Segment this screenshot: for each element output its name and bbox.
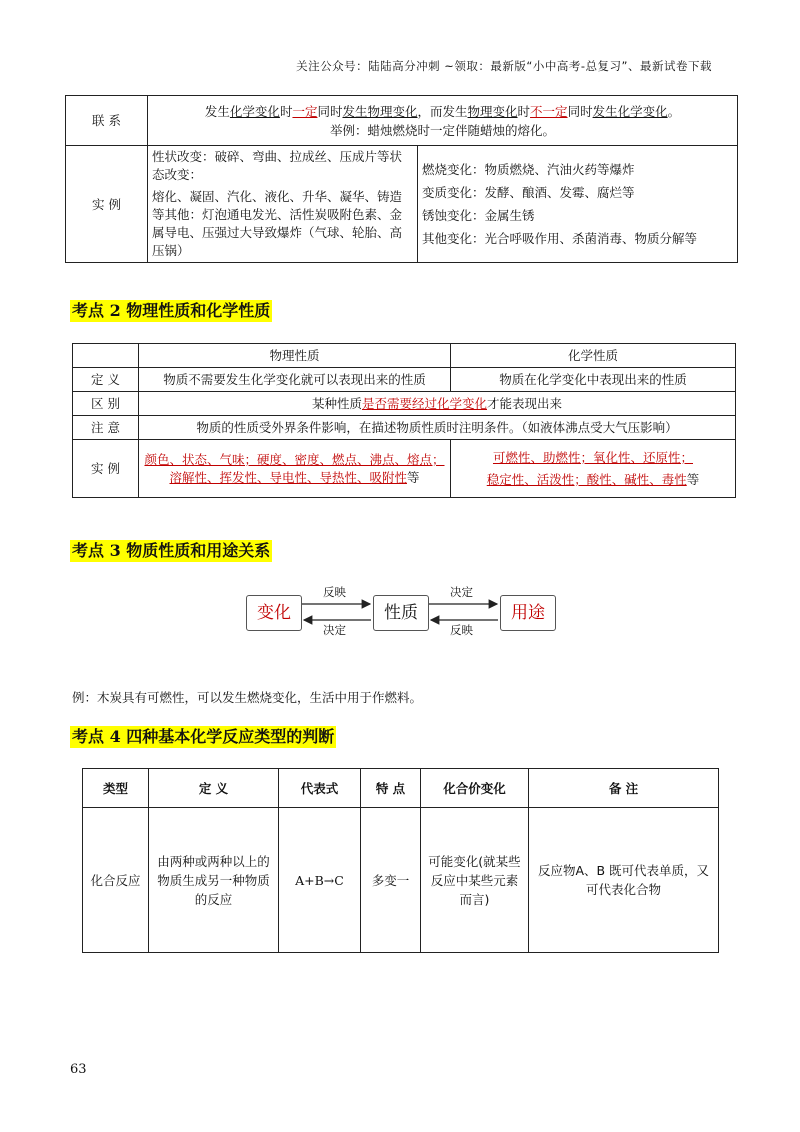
ex-label: 实 例	[73, 440, 139, 498]
header-type: 类型	[83, 769, 149, 808]
cell-remark: 反应物A、B 既可代表单质，又可代表化合物	[529, 808, 719, 953]
diff-text: 某种性质是否需要经过化学变化才能表现出来	[139, 392, 736, 416]
chemical-example-item: 其他变化：光合呼吸作用、杀菌消毒、物质分解等	[422, 231, 698, 246]
page-number: 63	[70, 1062, 87, 1077]
def-label: 定 义	[73, 368, 139, 392]
relation-label: 联 系	[66, 96, 148, 146]
section3-title: 考点 3 物质性质和用途关系	[72, 541, 271, 560]
cell-type: 化合反应	[83, 808, 149, 953]
cell-definition: 由两种或两种以上的物质生成另一种物质的反应	[149, 808, 279, 953]
note-label: 注 意	[73, 416, 139, 440]
examples-label: 实 例	[66, 146, 148, 263]
ex-chemical-line2: 稳定性、活泼性；酸性、碱性、毒性等	[486, 471, 700, 487]
col-physical: 物理性质	[139, 344, 451, 368]
box-change: 变化	[246, 595, 302, 631]
reaction-types-table	[82, 768, 719, 953]
relation-example: 举例：蜡烛燃烧时一定伴随蜡烛的熔化。	[330, 122, 556, 138]
label-right-bottom: 反映	[450, 623, 473, 637]
relation-text: 发生化学变化时一定同时发生物理变化，而发生物理变化时不一定同时发生化学变化。	[204, 103, 681, 119]
def-physical: 物质不需要发生化学变化就可以表现出来的性质	[139, 368, 451, 392]
header-feature: 特 点	[361, 769, 421, 808]
label-left-top: 反映	[323, 585, 346, 599]
header-remark: 备 注	[529, 769, 719, 808]
label-right-top: 决定	[450, 585, 473, 599]
note-text: 物质的性质受外界条件影响，在描述物质性质时注明条件。（如液体沸点受大气压影响）	[139, 416, 736, 440]
chemical-example-item: 锈蚀变化：金属生锈	[422, 208, 535, 223]
section2-title: 考点 2 物理性质和化学性质	[72, 301, 271, 320]
cell-formula: A+B→C	[279, 808, 361, 953]
def-chemical: 物质在化学变化中表现出来的性质	[451, 368, 736, 392]
col-chemical: 化学性质	[451, 344, 736, 368]
physical-examples-1: 性状改变：破碎、弯曲、拉成丝、压成片等状态改变：	[152, 149, 403, 182]
box-use: 用途	[500, 595, 556, 631]
section4-title: 考点 4 四种基本化学反应类型的判断	[72, 727, 335, 746]
header-formula: 代表式	[279, 769, 361, 808]
label-left-bottom: 决定	[323, 623, 346, 637]
cell-feature: 多变一	[361, 808, 421, 953]
box-property: 性质	[373, 595, 429, 631]
page-header: 关注公众号：陆陆高分冲刺 ~领取：最新版“小中高考-总复习”、最新试卷下载	[296, 59, 712, 73]
header-definition: 定 义	[149, 769, 279, 808]
chemical-example-item: 变质变化：发酵、酿酒、发霉、腐烂等	[422, 185, 635, 200]
example-text: 例：木炭具有可燃性，可以发生燃烧变化，生活中用于作燃料。	[72, 690, 423, 705]
header-valence: 化合价变化	[421, 769, 529, 808]
ex-chemical-line1: 可燃性、助燃性；氧化性、还原性；	[492, 449, 693, 465]
cell-valence: 可能变化(就某些反应中某些元素而言)	[421, 808, 529, 953]
chemical-example-item: 燃烧变化：物质燃烧、汽油火药等爆炸	[422, 162, 635, 177]
ex-physical: 颜色、状态、气味；硬度、密度、燃点、沸点、熔点；溶解性、挥发性、导电性、导热性、吸附性等	[139, 440, 451, 498]
physical-examples-2: 熔化、凝固、汽化、液化、升华、凝华、铸造等其他：灯泡通电发光、活性炭吸附色素、金属导电、压强过大导致爆炸（气球、轮胎、高压锅）	[152, 189, 403, 258]
diff-label: 区 别	[73, 392, 139, 416]
